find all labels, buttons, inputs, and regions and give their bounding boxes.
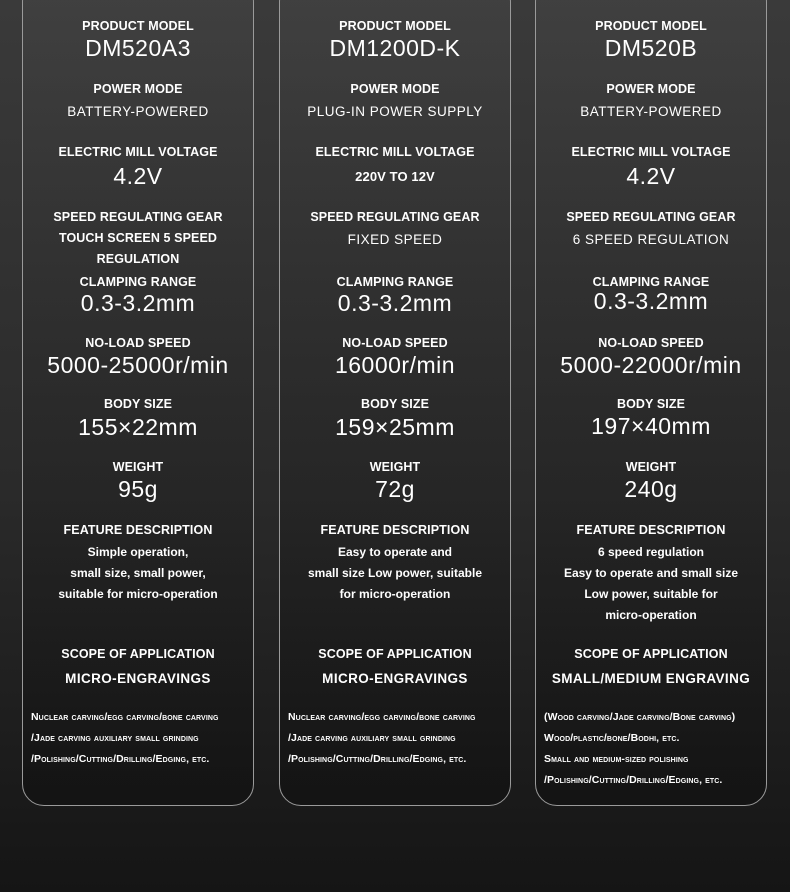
clamp-value: 0.3-3.2mm bbox=[337, 290, 453, 316]
gear-label: SPEED REGULATING GEAR bbox=[310, 210, 480, 224]
application-line: (Wood carving/Jade carving/Bone carving) bbox=[544, 711, 736, 723]
feature-line-1: 6 speed regulation bbox=[597, 545, 705, 559]
voltage-value: 4.2V bbox=[626, 163, 676, 189]
product-card-dm520b bbox=[535, 0, 767, 806]
scope-label: SCOPE OF APPLICATION bbox=[574, 647, 728, 661]
size-value: 159×25mm bbox=[335, 414, 455, 440]
size-value: 197×40mm bbox=[591, 413, 711, 439]
feature-line-3: Low power, suitable for bbox=[584, 587, 718, 601]
applications-list bbox=[288, 707, 504, 770]
power-label: POWER MODE bbox=[606, 82, 696, 96]
weight-value: 95g bbox=[118, 476, 158, 502]
application-line: Nuclear carving/egg carving/bone carving bbox=[288, 711, 476, 723]
speed-value: 5000-22000r/min bbox=[560, 352, 742, 378]
gear-label: SPEED REGULATING GEAR bbox=[566, 210, 736, 224]
weight-value: 240g bbox=[624, 476, 678, 502]
size-value: 155×22mm bbox=[78, 414, 198, 440]
product-card-dm520a3 bbox=[22, 0, 254, 806]
feature-line-4: micro-operation bbox=[605, 608, 697, 622]
voltage-label: ELECTRIC MILL VOLTAGE bbox=[315, 145, 475, 159]
model-label: PRODUCT MODEL bbox=[595, 19, 707, 33]
application-line: Small and medium-sized polishing bbox=[544, 753, 689, 765]
feature-line-3: for micro-operation bbox=[339, 587, 451, 601]
feature-line-2: small size, small power, bbox=[70, 566, 206, 580]
power-label: POWER MODE bbox=[350, 82, 440, 96]
scope-label: SCOPE OF APPLICATION bbox=[318, 647, 472, 661]
scope-value: MICRO-ENGRAVINGS bbox=[65, 671, 211, 686]
model-value: DM520A3 bbox=[85, 35, 191, 61]
model-value: DM520B bbox=[604, 35, 698, 61]
weight-value: 72g bbox=[375, 476, 415, 502]
feature-label: FEATURE DESCRIPTION bbox=[63, 523, 213, 537]
model-label: PRODUCT MODEL bbox=[339, 19, 451, 33]
voltage-label: ELECTRIC MILL VOLTAGE bbox=[571, 145, 731, 159]
weight-label: WEIGHT bbox=[625, 460, 677, 474]
applications-list bbox=[31, 707, 247, 770]
speed-value: 5000-25000r/min bbox=[47, 352, 229, 378]
speed-label: NO-LOAD SPEED bbox=[598, 336, 704, 350]
feature-line-2: small size Low power, suitable bbox=[307, 566, 483, 580]
clamp-value: 0.3-3.2mm bbox=[80, 290, 196, 316]
scope-label: SCOPE OF APPLICATION bbox=[61, 647, 215, 661]
product-card-dm1200d-k bbox=[279, 0, 511, 806]
feature-label: FEATURE DESCRIPTION bbox=[576, 523, 726, 537]
speed-label: NO-LOAD SPEED bbox=[85, 336, 191, 350]
power-value: BATTERY-POWERED bbox=[67, 104, 209, 119]
feature-line-1: Easy to operate and bbox=[337, 545, 453, 559]
clamp-label: CLAMPING RANGE bbox=[336, 275, 454, 289]
clamp-value: 0.3-3.2mm bbox=[593, 288, 709, 314]
speed-label: NO-LOAD SPEED bbox=[342, 336, 448, 350]
model-value: DM1200D-K bbox=[329, 35, 461, 61]
feature-line-3: suitable for micro-operation bbox=[58, 587, 218, 601]
speed-value: 16000r/min bbox=[334, 352, 456, 378]
feature-line-1: Simple operation, bbox=[87, 545, 189, 559]
application-line: Nuclear carving/egg carving/bone carving bbox=[31, 711, 219, 723]
gear-value-line-1: FIXED SPEED bbox=[347, 232, 443, 247]
size-label: BODY SIZE bbox=[103, 397, 173, 411]
feature-line-2: Easy to operate and small size bbox=[563, 566, 739, 580]
model-label: PRODUCT MODEL bbox=[82, 19, 194, 33]
weight-label: WEIGHT bbox=[112, 460, 164, 474]
application-line: /Jade carving auxiliary small grinding bbox=[31, 732, 199, 744]
size-label: BODY SIZE bbox=[616, 397, 686, 411]
applications-list bbox=[544, 707, 760, 791]
power-label: POWER MODE bbox=[93, 82, 183, 96]
power-value: PLUG-IN POWER SUPPLY bbox=[307, 104, 483, 119]
application-line: /Polishing/Cutting/Drilling/Edging, etc. bbox=[288, 753, 467, 765]
application-line: /Jade carving auxiliary small grinding bbox=[288, 732, 456, 744]
voltage-value: 220V TO 12V bbox=[355, 169, 435, 184]
voltage-value: 4.2V bbox=[113, 163, 163, 189]
voltage-label: ELECTRIC MILL VOLTAGE bbox=[58, 145, 218, 159]
gear-value-line-2: REGULATION bbox=[96, 252, 180, 266]
feature-label: FEATURE DESCRIPTION bbox=[320, 523, 470, 537]
gear-label: SPEED REGULATING GEAR bbox=[53, 210, 223, 224]
clamp-label: CLAMPING RANGE bbox=[79, 275, 197, 289]
scope-value: MICRO-ENGRAVINGS bbox=[322, 671, 468, 686]
gear-value-line-1: 6 SPEED REGULATION bbox=[572, 232, 730, 247]
weight-label: WEIGHT bbox=[369, 460, 421, 474]
clamp-label: CLAMPING RANGE bbox=[592, 275, 710, 289]
application-line: /Polishing/Cutting/Drilling/Edging, etc. bbox=[544, 774, 723, 786]
application-line: /Polishing/Cutting/Drilling/Edging, etc. bbox=[31, 753, 210, 765]
power-value: BATTERY-POWERED bbox=[580, 104, 722, 119]
gear-value-line-1: TOUCH SCREEN 5 SPEED bbox=[58, 231, 218, 245]
application-line: Wood/plastic/bone/Bodhi, etc. bbox=[544, 732, 680, 744]
size-label: BODY SIZE bbox=[360, 397, 430, 411]
scope-value: SMALL/MEDIUM ENGRAVING bbox=[551, 671, 751, 686]
